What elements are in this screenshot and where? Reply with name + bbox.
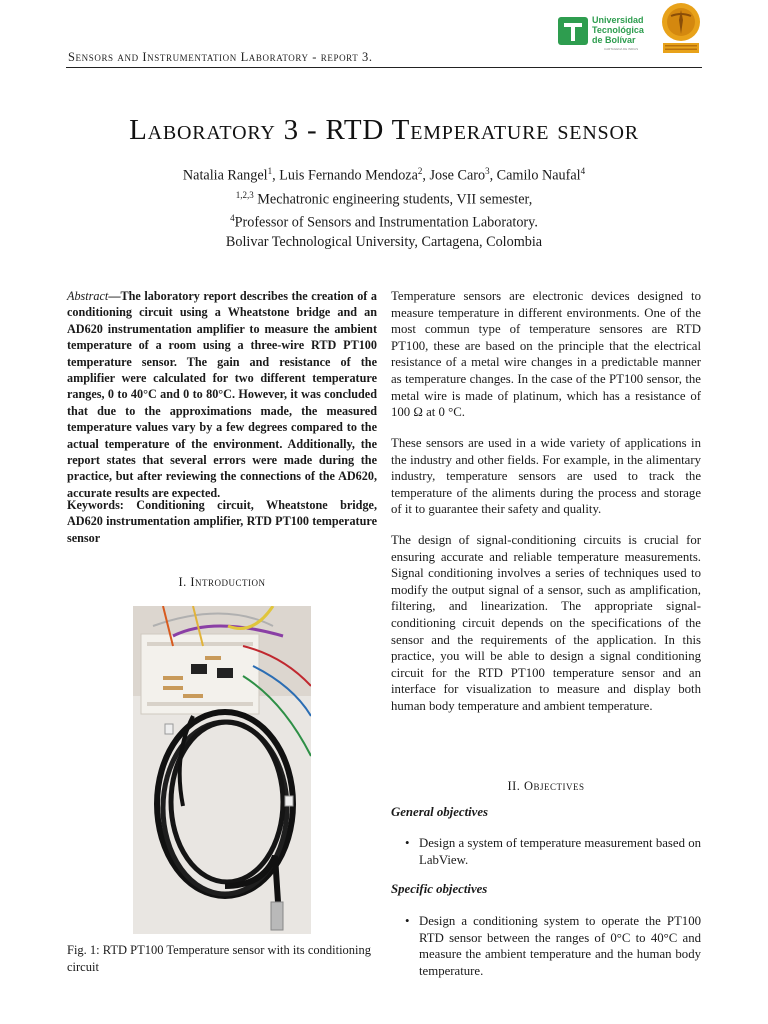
rtd-sensor-photo — [133, 606, 311, 934]
specific-objectives-heading: Specific objectives — [391, 882, 488, 896]
intro-paragraph-1: Temperature sensors are electronic devices designed to measure temperature in different environments. One of the most commun type of temperature sensores are RTD PT100, these are based on the principle that the electrical resistance of a metal wire changes in a predictable manner as temperature changes. In the case of the PT100 sensor, the metal wire is made of platinum, which has a resistance of 100 Ω at 0 °C. — [391, 289, 701, 420]
abstract-lead: Abstract — [67, 289, 109, 303]
intro-paragraph-2: These sensors are used in a wide variety of applications in the industry and other fields. For example, in the alimentary industry, temperature sensors are used to track the temperature of the aliments during the process and storage of it to guarantee their safety and quality. — [391, 436, 701, 517]
running-header: Sensors and Instrumentation Laboratory - report 3. — [68, 50, 373, 64]
author-line: Natalia Rangel$^1$, Luis Fernando Mendoza$^2$, Jose Caro$^3$, Camilo Naufal$^4$ — [182, 166, 586, 184]
logo-text-3: de Bolívar — [592, 35, 636, 45]
general-objectives-heading: General objectives — [391, 805, 489, 819]
author-sup: 4 — [580, 166, 586, 176]
bullet-marker: • — [405, 836, 410, 850]
seal-logo — [659, 2, 703, 54]
paper-title: Laboratory 3 - RTD Temperature sensor — [129, 114, 639, 146]
section-objectives-heading: II. Objectives — [507, 779, 585, 793]
logo-text-1: Universidad — [592, 15, 644, 25]
figure-caption: Fig. 1: RTD PT100 Temperature sensor with its conditioning circuit — [67, 943, 372, 974]
logo-tagline: CARTAGENA DE INDIAS — [604, 47, 639, 51]
author-name: Camilo Naufal — [496, 167, 581, 184]
authors-block — [0, 162, 768, 252]
author-name: Jose Caro — [429, 167, 486, 184]
university-logo — [556, 12, 652, 52]
author-sup: 1 — [267, 166, 273, 176]
specific-objective-text: Design a conditioning system to operate the PT100 RTD sensor between the ranges of 0°C to 40°C and measure the ambient temperature and the human body temperature. — [419, 914, 701, 978]
intro-paragraph-3: The design of signal-conditioning circuits is crucial for ensuring accurate and reliable temperature measurements. Signal conditioning involves a series of techniques used to modify the output signal of a sensor, such as amplification, filtering, and linearization. The appropriate signal-conditioning circuit depends on the specifications of the sensor and the requirements of the application. In this practice, you will be able to design a signal conditioning circuit for the RTD PT100 temperature sensor and an interface for visualization to measure and display both human body temperature and ambient temperature. — [391, 533, 701, 713]
author-sup: 3 — [485, 166, 490, 176]
general-objective-text: Design a system of temperature measurement based on LabView. — [419, 836, 701, 867]
affiliation-3: Bolivar Technological University, Cartagena, Colombia — [225, 234, 543, 251]
author-sup: 2 — [417, 166, 423, 176]
specific-objective-item — [405, 913, 701, 979]
abstract — [67, 288, 377, 501]
affiliation-1: $^{1,2,3}$ Mechatronic engineering students, VII semester, — [235, 189, 533, 208]
author-name: Natalia Rangel — [182, 167, 268, 184]
header-rule — [66, 67, 702, 68]
affiliation-2: $^4$Professor of Sensors and Instrumentation Laboratory. — [230, 213, 538, 232]
keywords: Keywords: Conditioning circuit, Wheatstone bridge, AD620 instrumentation amplifier, RTD PT100 temperature sensor — [67, 498, 377, 545]
general-objective-item — [405, 835, 701, 868]
author-name: Luis Fernando Mendoza — [279, 167, 418, 184]
bullet-marker: • — [405, 914, 410, 928]
section-introduction-heading: I. Introduction — [178, 575, 266, 589]
abstract-text: —The laboratory report describes the creation of a conditioning circuit using a Wheatstone bridge and an AD620 instrumentation amplifier to measure the ambient temperature of a room using a three-wire RTD PT100 temperature sensor. The gain and resistance of the amplifier were calculated for two different temperature ranges, 0 to 40°C and 0 to 80°C. However, it was concluded that due to the approximations made, the measured temperature values vary by a few degrees compared to the actual temperature of the environment. Additionally, the report states that several errors were made during the practice, but after reviewing the connections of the AD620, accurate results are expected. — [67, 289, 377, 500]
logo-text-2: Tecnológica — [592, 25, 644, 35]
